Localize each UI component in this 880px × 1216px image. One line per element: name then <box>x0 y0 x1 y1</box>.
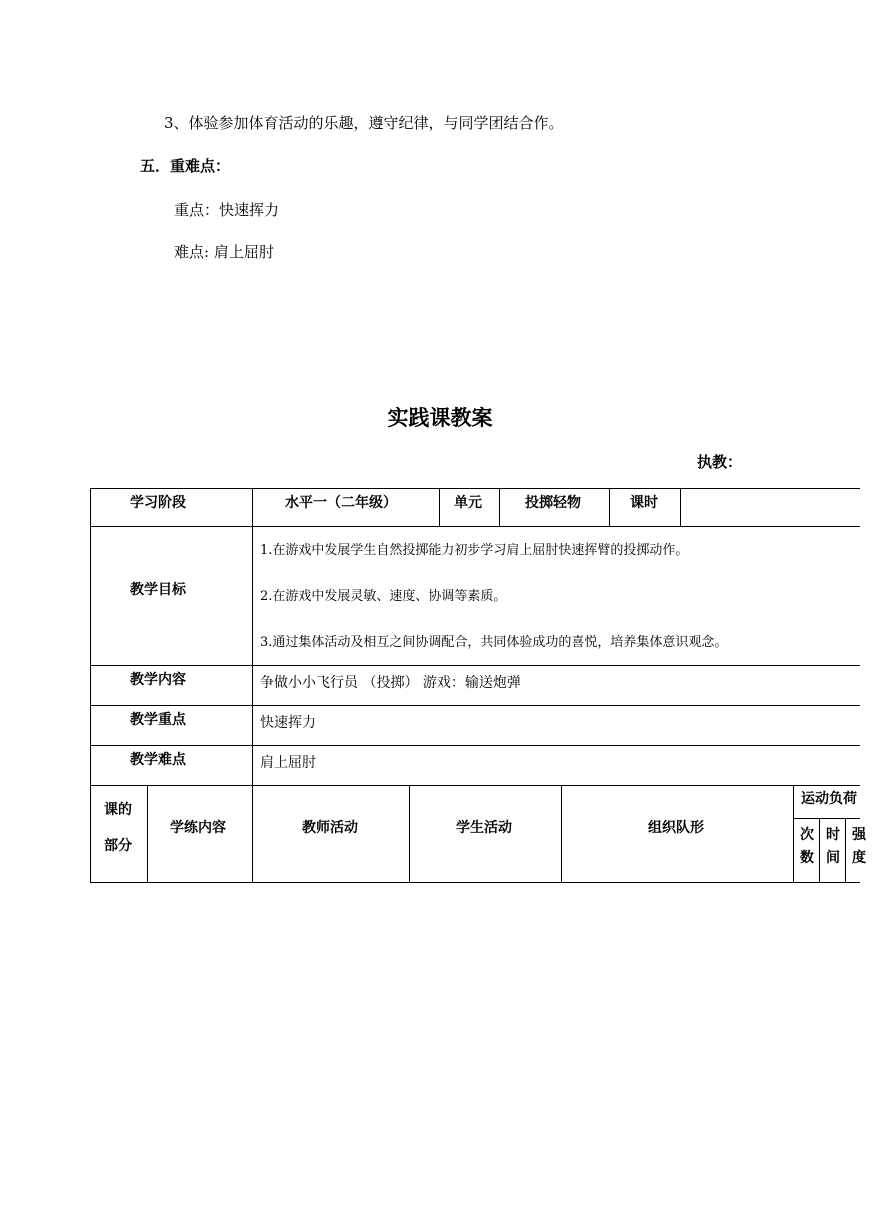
goals-label: 教学目标 <box>130 582 186 598</box>
count-header-line1: 次 <box>800 827 814 843</box>
goal-item-2: 2.在游戏中发展灵敏、速度、协调等素质。 <box>260 589 507 604</box>
instructor-label: 执教： <box>697 453 743 471</box>
table-rule <box>90 705 860 706</box>
intensity-header-line2: 度 <box>852 850 866 866</box>
student-header: 学生活动 <box>456 820 512 836</box>
difficult-point-text: 难点: 肩上屈肘 <box>174 243 274 261</box>
key-label: 教学重点 <box>130 712 186 728</box>
table-rule <box>252 488 253 883</box>
table-rule <box>90 745 860 746</box>
unit-value: 投掷轻物 <box>525 495 581 511</box>
table-rule <box>90 488 860 489</box>
part-header-line2: 部分 <box>104 838 132 854</box>
table-rule <box>561 785 562 883</box>
practice-header: 学练内容 <box>170 820 226 836</box>
table-rule <box>793 785 794 883</box>
table-rule <box>845 818 846 883</box>
table-rule <box>819 818 820 883</box>
intensity-header-line1: 强 <box>852 827 866 843</box>
table-rule <box>90 785 860 786</box>
teacher-header: 教师活动 <box>302 820 358 836</box>
table-rule <box>793 818 860 819</box>
lesson-label: 课时 <box>630 495 658 511</box>
count-header-line2: 数 <box>800 850 814 866</box>
table-rule <box>439 488 440 526</box>
table-rule <box>409 785 410 883</box>
table-rule <box>147 785 148 883</box>
section-5-heading: 五．重难点： <box>140 157 231 175</box>
key-point-text: 重点：快速挥力 <box>174 201 280 219</box>
table-rule <box>609 488 610 526</box>
stage-label: 学习阶段 <box>130 495 186 511</box>
document-title: 实践课教案 <box>387 405 493 430</box>
goal-item-1: 1.在游戏中发展学生自然投掷能力初步学习肩上屈肘快速挥臂的投掷动作。 <box>260 543 689 558</box>
table-rule <box>90 526 860 527</box>
difficulty-value: 肩上屈肘 <box>260 755 316 771</box>
content-value: 争做小小飞行员 （投掷） 游戏：输送炮弹 <box>260 675 521 691</box>
objective-3-text: 3、体验参加体育活动的乐趣，遵守纪律，与同学团结合作。 <box>164 114 564 132</box>
unit-label: 单元 <box>454 495 482 511</box>
time-header-line1: 时 <box>826 827 840 843</box>
stage-value: 水平一（二年级） <box>285 495 397 511</box>
table-rule <box>90 665 860 666</box>
load-header: 运动负荷 <box>801 791 857 807</box>
formation-header: 组织队形 <box>648 820 704 836</box>
difficulty-label: 教学难点 <box>130 752 186 768</box>
table-rule <box>499 488 500 526</box>
part-header-line1: 课的 <box>104 802 132 818</box>
table-rule <box>680 488 681 526</box>
content-label: 教学内容 <box>130 672 186 688</box>
goal-item-3: 3.通过集体活动及相互之间协调配合，共同体验成功的喜悦，培养集体意识观念。 <box>260 635 728 650</box>
time-header-line2: 间 <box>826 850 840 866</box>
key-value: 快速挥力 <box>260 715 316 731</box>
table-rule <box>90 488 91 883</box>
table-rule <box>90 882 860 883</box>
